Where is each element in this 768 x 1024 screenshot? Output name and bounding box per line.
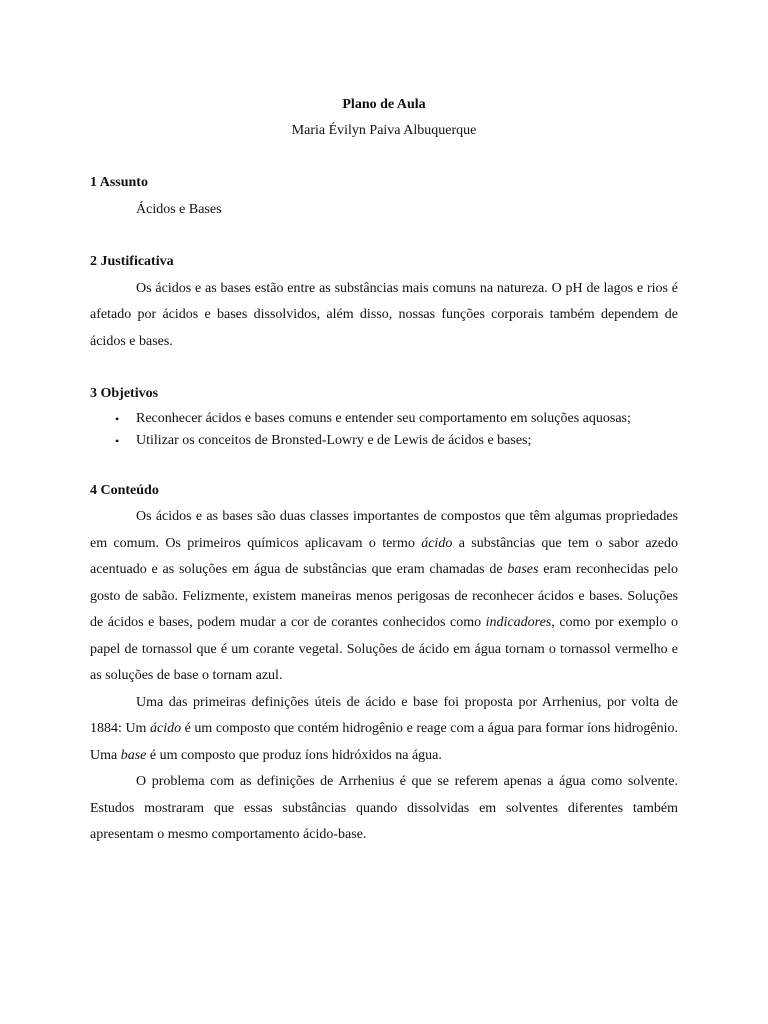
bullet-icon: • [115, 411, 120, 426]
list-item [90, 430, 678, 452]
justificativa-text: Os ácidos e as bases estão entre as substâncias mais comuns na natureza. O pH de lagos e rios é afetado por ácidos e bases dissolvidos, além disso, nossas funções corporais também dependem de ácidos e bases. [90, 280, 678, 349]
list-item-text: Utilizar os conceitos de Bronsted-Lowry e de Lewis de ácidos e bases; [136, 432, 532, 448]
spacer [90, 144, 678, 170]
list-item [90, 408, 678, 430]
emphasis-base: base [120, 747, 147, 763]
assunto-text: Ácidos e Bases [136, 201, 222, 217]
spacer [90, 223, 678, 249]
text-run: Uma das primeiras definições úteis de ácido e base foi proposta por Arrhenius, por volta de 1884: Um [90, 694, 678, 736]
page-title: Plano de Aula [342, 97, 426, 112]
conteudo-paragraph-3: O problema com as definições de Arrhenius é que se referem apenas a água como solvente. Estudos mostraram que essas substâncias quando dissolvidas em solventes diferentes também apresentam o mesmo comportamento ácido-base. [90, 774, 678, 842]
emphasis-indicadores: indicadores [485, 615, 552, 630]
objetivos-list [90, 408, 678, 452]
section-heading-conteudo: 4 Conteúdo [90, 482, 159, 498]
section-heading-assunto: 1 Assunto [90, 175, 148, 190]
text-run: a substâncias que tem o sabor azedo acentuado e as soluções em água de substâncias que eram chamadas de [90, 535, 679, 577]
text-run: eram reconhecidas pelo gosto de sabão. Felizmente, existem maneiras menos perigosas de reconhecer ácidos e bases. Soluções de ácidos e bases, podem mudar a cor de corantes conhecidos como [90, 562, 678, 630]
conteudo-paragraph-2 [90, 690, 678, 770]
text-run: é um composto que produz íons hidróxidos na água. [146, 747, 442, 763]
spacer [90, 355, 678, 381]
text-run: , como por exemplo o papel de tornassol que é um corante vegetal. Soluções de ácido em água tornam o tornassol vermelho e as soluções de base o tornam azul. [90, 615, 678, 683]
section-heading-justificativa: 2 Justificativa [90, 254, 174, 269]
author-name: Maria Évilyn Paiva Albuquerque [291, 123, 477, 138]
spacer [90, 452, 678, 478]
document-page [90, 92, 678, 849]
list-item-text: Reconhecer ácidos e bases comuns e entender seu comportamento em soluções aquosas; [136, 410, 631, 426]
emphasis-acido: ácido [421, 535, 453, 551]
text-run: é um composto que contém hidrogênio e reage com a água para formar íons hidrogênio. Uma [90, 721, 678, 763]
bullet-icon: • [115, 433, 120, 448]
text-run: Os ácidos e as bases são duas classes importantes de compostos que têm algumas propriedades em comum. Os primeiros químicos aplicavam o termo [90, 509, 678, 551]
section-heading-objetivos: 3 Objetivos [90, 386, 159, 401]
emphasis-bases: bases [507, 562, 539, 577]
emphasis-acido: ácido [150, 721, 182, 736]
conteudo-paragraph-1 [90, 504, 678, 690]
